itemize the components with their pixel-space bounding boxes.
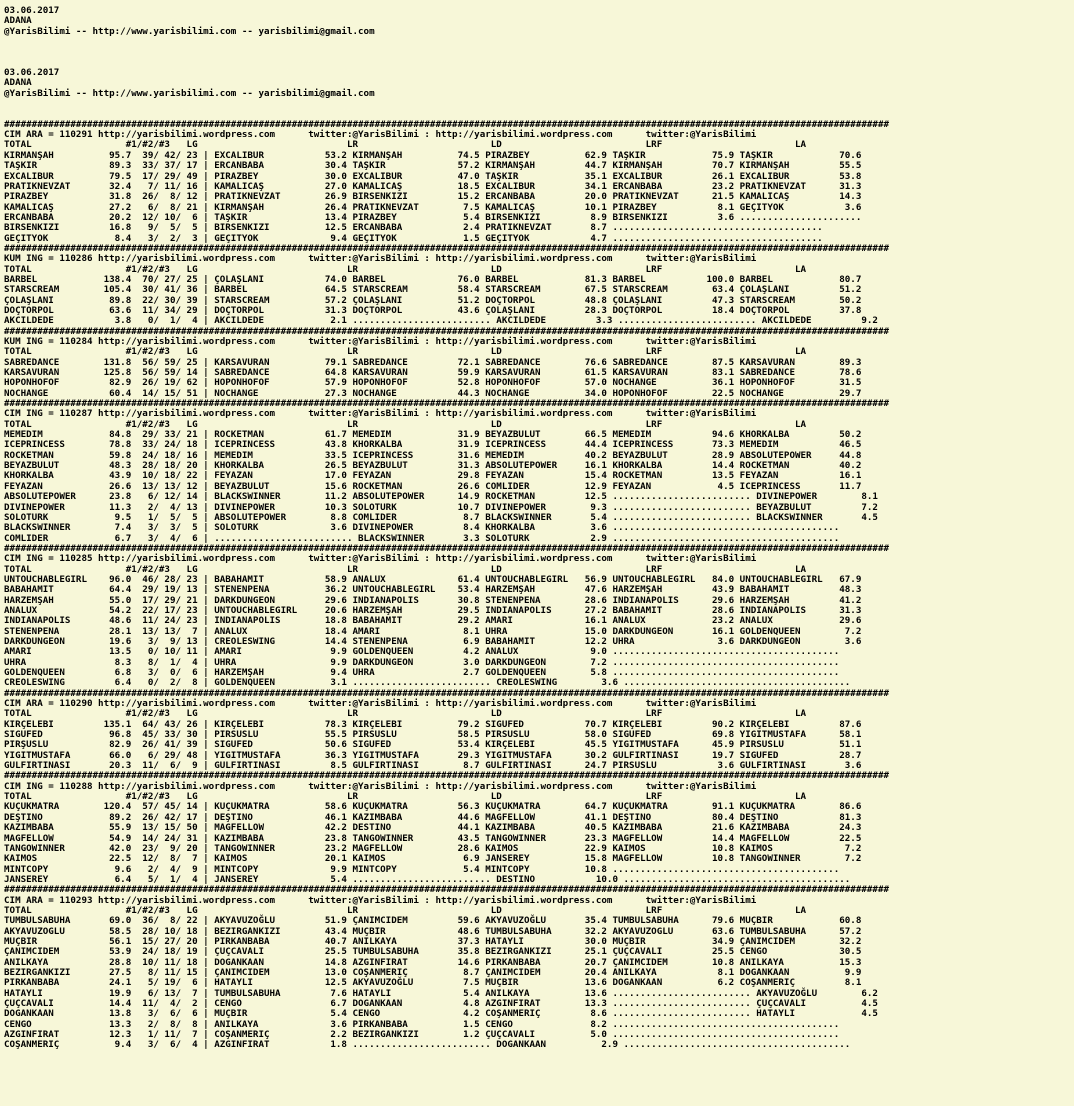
table-row: TAŞKIR 89.3 33/ 37/ 17 | ERCANBABA 30.4 TAŞKIR 57.2 KIRMANŞAH 44.7 KIRMANŞAH 70.7 KIRMANŞAH 55.5 (4, 160, 862, 172)
race-block (4, 771, 1074, 885)
race-title: CIM ING = 110288 http://yarisbilimi.wordpress.com twitter:@YarisBilimi : http://yarisbilimi.wordpress.com twitter:@YarisBilimi (4, 780, 757, 792)
table-row: KARSAVURAN 125.8 56/ 59/ 14 | SABREDANCE 64.8 KARSAVURAN 59.9 KARSAVURAN 61.5 KARSAVURAN 83.1 SABREDANCE 78.6 (4, 367, 862, 379)
table-row: DOGANKAAN 13.8 3/ 6/ 6 | MUÇBIR 5.4 CENGO 4.2 COŞANMERIÇ 8.6 ......................... HATAYLI 4.5 (4, 1008, 878, 1020)
race-title: CIM ING = 110287 http://yarisbilimi.wordpress.com twitter:@YarisBilimi : http://yarisbilimi.wordpress.com twitter:@YarisBilimi (4, 408, 757, 420)
table-row: KUÇUKMATRA 120.4 57/ 45/ 14 | KUÇUKMATRA 58.6 KUÇUKMATRA 56.3 KUÇUKMATRA 64.7 KUÇUKMATRA 91.1 KUÇUKMATRA 86.6 (4, 801, 862, 813)
spacer (4, 99, 1074, 109)
table-row: DARKDUNGEON 19.6 3/ 9/ 13 | CREOLESWING 14.4 STENENPENA 6.9 BABAHAMIT 12.2 UHRA 3.6 DARKDUNGEON 3.6 (4, 635, 862, 647)
table-row: UNTOUCHABLEGIRL 96.0 46/ 28/ 23 | BABAHAMIT 58.9 ANALUX 61.4 UNTOUCHABLEGIRL 56.9 UNTOUCHABLEGIRL 84.0 UNTOUCHABLEGIRL 67.9 (4, 573, 862, 585)
table-row: ICEPRINCESS 78.8 33/ 24/ 18 | ICEPRINCESS 43.8 KHORKALBA 31.9 ICEPRINCESS 44.4 ICEPRINCESS 73.3 MEMEDIM 46.5 (4, 439, 862, 451)
race-title: KUM ING = 110284 http://yarisbilimi.wordpress.com twitter:@YarisBilimi : http://yarisbilimi.wordpress.com twitter:@YarisBilimi (4, 336, 757, 347)
table-row: AZGINFIRAT 12.3 1/ 11/ 7 | COŞANMERIÇ 2.2 BEZIRGANKIZI 1.2 ÇUÇCAVALI 5.0 ......................................... (4, 1029, 840, 1041)
table-row: KAZIMBABA 55.9 13/ 15/ 50 | MAGFELLOW 42.2 DESTINO 44.1 KAZIMBABA 40.5 KAZIMBABA 21.6 KAZIMBABA 24.3 (4, 822, 862, 834)
table-row: SABREDANCE 131.8 56/ 59/ 25 | KARSAVURAN 79.1 SABREDANCE 72.1 SABREDANCE 76.6 SABREDANCE 87.5 KARSAVURAN 89.3 (4, 356, 862, 368)
table-row: MAGFELLOW 54.9 14/ 24/ 31 | KAZIMBABA 23.8 TANGOWINNER 43.5 TANGOWINNER 23.3 MAGFELLOW 14.4 MAGFELLOW 22.5 (4, 832, 862, 844)
race-block (4, 120, 1074, 244)
table-row: ANILKAYA 28.8 10/ 11/ 18 | DOGANKAAN 14.8 AZGINFIRAT 14.6 PIRKANBABA 20.7 ÇANIMCIDEM 10.8 ANILKAYA 15.3 (4, 956, 862, 968)
table-row: STENENPENA 28.1 13/ 13/ 7 | ANALUX 18.4 AMARI 8.1 UHRA 15.0 DARKDUNGEON 16.1 GOLDENQUEEN 7.2 (4, 625, 862, 637)
section-rule: ################################################################################################################################################################ (4, 687, 890, 699)
header-date: 03.06.2017 (4, 5, 60, 16)
table-row: INDIANAPOLIS 48.6 11/ 24/ 23 | INDIANAPOLIS 18.8 BABAHAMIT 29.2 AMARI 16.1 ANALUX 23.2 ANALUX 29.6 (4, 615, 862, 627)
table-row: HOPONHOFOF 82.9 26/ 19/ 62 | HOPONHOFOF 57.9 HOPONHOFOF 52.8 HOPONHOFOF 57.0 NOCHANGE 36.1 HOPONHOFOF 31.5 (4, 377, 862, 389)
section-rule: ################################################################################################################################################################ (4, 770, 890, 782)
header-contact: @YarisBilimi -- http://www.yarisbilimi.com -- yarisbilimi@gmail.com (4, 25, 375, 37)
table-row: UHRA 8.3 8/ 1/ 4 | UHRA 9.9 DARKDUNGEON 3.0 DARKDUNGEON 7.2 ......................................... (4, 656, 840, 668)
table-row: CENGO 13.3 2/ 8/ 8 | ANILKAYA 3.6 PIRKANBABA 1.5 CENGO 8.2 ......................................... (4, 1018, 840, 1030)
table-row: ABSOLUTEPOWER 23.8 6/ 12/ 14 | BLACKSWINNER 11.2 ABSOLUTEPOWER 14.9 ROCKETMAN 12.5 ......................... DIVINEPOWER 8.1 (4, 491, 878, 503)
table-row: GOLDENQUEEN 6.8 3/ 0/ 6 | HARZEMŞAH 9.4 UHRA 2.7 GOLDENQUEEN 5.8 ......................................... (4, 667, 840, 678)
table-row: JANSEREY 6.4 5/ 1/ 4 | JANSEREY 5.4 ......................... DESTINO 10.0 ......................................... (4, 873, 851, 885)
table-row: NOCHANGE 60.4 14/ 15/ 51 | NOCHANGE 27.3 NOCHANGE 44.3 NOCHANGE 34.0 HOPONHOFOF 22.5 NOCHANGE 29.7 (4, 387, 862, 399)
table-row: AKCILDEDE 3.8 0/ 1/ 4 | AKCILDEDE 2.1 ......................... AKCILDEDE 3.3 ......................... AKCILDEDE 9.2 (4, 315, 878, 327)
race-title: KUM ING = 110286 http://yarisbilimi.wordpress.com twitter:@YarisBilimi : http://yarisbilimi.wordpress.com twitter:@YarisBilimi (4, 253, 757, 265)
table-row: HATAYLI 19.9 6/ 13/ 7 | TUMBULSABUHA 7.6 HATAYLI 5.4 ANILKAYA 13.6 ......................... AKYAVUZOĞLU 6.2 (4, 987, 878, 999)
table-row: KHORKALBA 43.9 10/ 18/ 22 | FEYAZAN 17.0 FEYAZAN 29.8 FEYAZAN 15.4 ROCKETMAN 13.5 FEYAZAN 16.1 (4, 470, 862, 482)
race-title: CIM ING = 110285 http://yarisbilimi.wordpress.com twitter:@YarisBilimi : http://yarisbilimi.wordpress.com twitter:@YarisBilimi (4, 553, 757, 565)
table-row: HARZEMŞAH 55.0 17/ 29/ 21 | DARKDUNGEON 29.6 INDIANAPOLIS 30.8 STENENPENA 28.6 INDIANAPOLIS 29.6 HARZEMŞAH 41.2 (4, 594, 862, 606)
table-row: ANALUX 54.2 22/ 17/ 23 | UNTOUCHABLEGIRL 20.6 HARZEMŞAH 29.5 INDIANAPOLIS 27.2 BABAHAMIT 28.6 INDIANAPOLIS 31.3 (4, 604, 862, 616)
table-row: MEMEDIM 84.8 29/ 33/ 21 | ROCKETMAN 61.7 MEMEDIM 31.9 BEYAZBULUT 66.5 MEMEDIM 94.6 KHORKALBA 50.2 (4, 429, 862, 441)
race-block (4, 544, 1074, 689)
column-headers: TOTAL #1/#2/#3 LG LR LD LRF LA (4, 346, 807, 358)
table-row: GEÇITYOK 8.4 3/ 2/ 3 | GEÇITYOK 9.4 GEÇITYOK 1.5 GEÇITYOK 4.7 ...................................... (4, 232, 823, 244)
table-row: SIGUFED 96.8 45/ 33/ 30 | PIRSUSLU 55.5 PIRSUSLU 58.5 PIRSUSLU 58.0 SIGUFED 69.8 YIGITMUSTAFA 58.1 (4, 729, 862, 741)
table-row: ROCKETMAN 59.8 24/ 18/ 16 | MEMEDIM 33.5 ICEPRINCESS 31.6 MEMEDIM 40.2 BEYAZBULUT 28.9 ABSOLUTEPOWER 44.8 (4, 449, 862, 461)
table-row: COMLIDER 6.7 3/ 4/ 6 | ......................... BLACKSWINNER 3.3 SOLOTURK 2.9 ......................................... (4, 532, 840, 544)
column-headers: TOTAL #1/#2/#3 LG LR LD LRF LA (4, 263, 807, 275)
race-block (4, 885, 1074, 1051)
column-headers: TOTAL #1/#2/#3 LG LR LD LRF LA (4, 418, 807, 430)
section-rule: ################################################################################################################################################################ (4, 398, 890, 410)
table-row: BARBEL 138.4 70/ 27/ 25 | ÇOLAŞLANI 74.0 BARBEL 76.0 BARBEL 81.3 BARBEL 100.0 BARBEL 80.7 (4, 273, 862, 285)
race-block (4, 689, 1074, 772)
table-row: ERCANBABA 20.2 12/ 10/ 6 | TAŞKIR 13.4 PIRAZBEY 5.4 BIRSENKIZI 8.9 BIRSENKIZI 3.6 ...................... (4, 211, 862, 223)
table-row: FEYAZAN 26.6 13/ 13/ 12 | BEYAZBULUT 15.6 ROCKETMAN 26.6 COMLIDER 12.9 FEYAZAN 4.5 ICEPRINCESS 11.7 (4, 480, 862, 492)
table-row: KAIMOS 22.5 12/ 8/ 7 | KAIMOS 20.1 KAIMOS 6.9 JANSEREY 15.8 MAGFELLOW 10.8 TANGOWINNER 7.2 (4, 853, 862, 865)
header-city: ADANA (4, 15, 32, 27)
column-headers: TOTAL #1/#2/#3 LG LR LD LRF LA (4, 563, 807, 575)
table-row: YIGITMUSTAFA 66.0 6/ 29/ 48 | YIGITMUSTAFA 36.3 YIGITMUSTAFA 29.3 YIGITMUSTAFA 30.2 GULFIRTINASI 19.7 SIGUFED 28.7 (4, 749, 862, 761)
race-block (4, 399, 1074, 544)
table-row: BEYAZBULUT 48.3 28/ 18/ 20 | KHORKALBA 26.5 BEYAZBULUT 31.3 ABSOLUTEPOWER 16.1 KHORKALBA 14.4 ROCKETMAN 40.2 (4, 460, 862, 472)
spacer (4, 47, 1074, 57)
race-blocks (4, 120, 1074, 1051)
column-headers: TOTAL #1/#2/#3 LG LR LD LRF LA (4, 904, 807, 916)
table-row: PRATIKNEVZAT 32.4 7/ 11/ 16 | KAMALICAŞ 27.0 KAMALICAŞ 18.5 EXCALIBUR 34.1 ERCANBABA 23.2 PRATIKNEVZAT 31.3 (4, 180, 862, 192)
table-row: SOLOTURK 9.5 1/ 5/ 5 | ABSOLUTEPOWER 8.8 COMLIDER 8.7 BLACKSWINNER 5.4 ......................... BLACKSWINNER 4.5 (4, 511, 878, 523)
header-date-2: 03.06.2017 (4, 67, 60, 79)
table-row: DEŞTINO 89.2 26/ 42/ 17 | DEŞTINO 46.1 KAZIMBABA 44.6 MAGFELLOW 41.1 DEŞTINO 80.4 DEŞTINO 81.3 (4, 811, 862, 823)
table-row: ÇOLAŞLANI 89.8 22/ 30/ 39 | STARSCREAM 57.2 ÇOLAŞLANI 51.2 DOÇTORPOL 48.8 ÇOLAŞLANI 47.3 STARSCREAM 50.2 (4, 294, 862, 306)
table-row: PIRŞUSLU 82.9 26/ 41/ 39 | SIGUFED 50.6 SIGUFED 53.4 KIRÇELEBI 45.5 YIGITMUSTAFA 45.9 PIRSUSLU 51.1 (4, 739, 862, 751)
table-row: BLACKSWINNER 7.4 3/ 3/ 5 | SOLOTURK 3.6 DIVINEPOWER 8.4 KHORKALBA 3.6 ......................................... (4, 522, 840, 534)
section-rule: ################################################################################################################################################################ (4, 884, 890, 896)
table-row: TUMBULSABUHA 69.0 36/ 8/ 22 | AKYAVUZOĞLU 51.9 ÇANIMCIDEM 59.6 AKYAVUZOĞLU 35.4 TUMBULSABUHA 79.6 MUÇBIR 60.8 (4, 915, 862, 927)
table-row: DOÇTORPOL 63.6 11/ 34/ 29 | DOÇTORPOL 31.3 DOÇTORPOL 43.6 ÇOLAŞLANI 28.3 DOÇTORPOL 18.4 DOÇTORPOL 37.8 (4, 304, 862, 316)
race-block (4, 244, 1074, 327)
section-rule: ################################################################################################################################################################ (4, 542, 890, 554)
table-row: KAMALICAŞ 27.2 6/ 8/ 21 | KIRMANŞAH 26.4 PRATIKNEVZAT 7.5 KAMALICAŞ 10.1 PIRAZBEY 8.1 GEÇITYOK 3.6 (4, 201, 862, 213)
race-title: CIM ARA = 110291 http://yarisbilimi.wordpress.com twitter:@YarisBilimi : http://yarisbilimi.wordpress.com twitter:@YarisBilimi (4, 129, 757, 141)
table-row: BABAHAMIT 64.4 29/ 19/ 13 | STENENPENA 36.2 UNTOUCHABLEGIRL 53.4 HARZEMŞAH 47.6 HARZEMŞAH 43.9 BABAHAMIT 48.3 (4, 584, 862, 596)
race-title: CIM ARA = 110293 http://yarisbilimi.wordpress.com twitter:@YarisBilimi : http://yarisbilimi.wordpress.com twitter:@YarisBilimi (4, 894, 757, 906)
table-row: PIRAZBEY 31.8 26/ 8/ 12 | PRATIKNEVZAT 26.9 BIRSENKIZI 15.2 ERCANBABA 20.0 PRATIKNEVZAT 21.5 KAMALICAŞ 14.3 (4, 191, 862, 203)
table-row: AKYAVUZOGLU 58.5 28/ 10/ 18 | BEZIRGANKIZI 43.4 MUÇBIR 48.6 TUMBULSABUHA 32.2 AKYAVUZOGLU 63.6 TUMBULSABUHA 57.2 (4, 925, 862, 937)
table-row: BIRSENKIZI 16.8 9/ 5/ 5 | BIRSENKIZI 12.5 ERCANBABA 2.4 PRATIKNEVZAT 8.7 ...................................... (4, 222, 823, 234)
table-row: COŞANMERIÇ 9.4 3/ 6/ 4 | AZGINFIRAT 1.8 ......................... DOGANKAAN 2.9 ......................................... (4, 1039, 851, 1051)
race-title: CIM ARA = 110290 http://yarisbilimi.wordpress.com twitter:@YarisBilimi : http://yarisbilimi.wordpress.com twitter:@YarisBilimi (4, 698, 757, 710)
table-row: MINTCOPY 9.6 2/ 4/ 9 | MINTCOPY 9.9 MINTCOPY 5.4 MINTCOPY 10.8 ......................................... (4, 863, 840, 875)
table-row: STARSCREAM 105.4 30/ 41/ 36 | BARBEL 64.5 STARSCREAM 58.4 STARSCREAM 67.5 STARSCREAM 63.4 ÇOLAŞLANI 51.2 (4, 284, 862, 296)
column-headers: TOTAL #1/#2/#3 LG LR LD LRF LA (4, 139, 807, 151)
table-row: EXCALIBUR 79.5 17/ 29/ 49 | PIRAZBEY 30.0 EXCALIBUR 47.0 TAŞKIR 35.1 EXCALIBUR 26.1 EXCALIBUR 53.8 (4, 170, 862, 182)
section-rule: ################################################################################################################################################################ (4, 325, 890, 337)
column-headers: TOTAL #1/#2/#3 LG LR LD LRF LA (4, 708, 807, 720)
table-row: ÇANIMCIDEM 53.9 24/ 18/ 19 | ÇUÇCAVALI 25.5 TUMBULSABUHA 35.8 BEZIRGANKIZI 25.1 ÇUÇCAVALI 25.5 CENGO 30.5 (4, 946, 862, 958)
header-contact-2: @YarisBilimi -- http://www.yarisbilimi.com -- yarisbilimi@gmail.com (4, 87, 375, 99)
header-city-2: ADANA (4, 77, 32, 89)
section-rule: ################################################################################################################################################################ (4, 242, 890, 254)
table-row: PIRKANBABA 24.1 5/ 19/ 6 | HATAYLI 12.5 AKYAVUZOĞLU 7.5 MUÇBIR 13.6 DOGANKAAN 6.2 COŞANMERIÇ 8.1 (4, 977, 862, 989)
table-row: ÇUÇCAVALI 14.4 11/ 4/ 2 | CENGO 6.7 DOGANKAAN 4.8 AZGINFIRAT 13.3 ......................... ÇUÇCAVALI 4.5 (4, 998, 878, 1009)
table-row: GULFIRTINASI 20.3 11/ 6/ 9 | GULFIRTINASI 8.5 GULFIRTINASI 8.7 GULFIRTINASI 24.7 PIRSUSLU 3.6 GULFIRTINASI 3.6 (4, 760, 862, 772)
table-row: BEZIRGANKIZI 27.5 8/ 11/ 15 | ÇANIMCIDEM 13.0 COŞANMERIÇ 8.7 ÇANIMCIDEM 20.4 ANILKAYA 8.1 DOGANKAAN 9.9 (4, 966, 862, 978)
spacer (4, 58, 1074, 68)
table-row: DIVINEPOWER 11.3 2/ 4/ 13 | DIVINEPOWER 10.3 SOLOTURK 10.7 DIVINEPOWER 9.3 ......................... BEYAZBULUT 7.2 (4, 501, 878, 513)
table-row: TANGOWINNER 42.0 23/ 9/ 20 | TANGOWINNER 23.2 MAGFELLOW 28.6 KAIMOS 22.9 KAIMOS 10.8 KAIMOS 7.2 (4, 842, 862, 854)
table-row: MUÇBIR 56.1 15/ 27/ 20 | PIRKANBABA 40.7 ANILKAYA 37.3 HATAYLI 30.0 MUÇBIR 34.9 ÇANIMCIDEM 32.2 (4, 935, 862, 947)
spacer (4, 37, 1074, 47)
table-row: CREOLESWING 6.4 0/ 2/ 8 | GOLDENQUEEN 3.1 ......................... CREOLESWING 3.6 ......................................... (4, 677, 851, 689)
column-headers: TOTAL #1/#2/#3 LG LR LD LRF LA (4, 791, 807, 803)
section-rule: ################################################################################################################################################################ (4, 118, 890, 130)
race-block (4, 327, 1074, 399)
table-row: KIRMANŞAH 95.7 39/ 42/ 23 | EXCALIBUR 53.2 KIRMANŞAH 74.5 PIRAZBEY 62.9 TAŞKIR 75.9 TAŞKIR 70.6 (4, 149, 862, 161)
table-row: AMARI 13.5 0/ 10/ 11 | AMARI 9.9 GOLDENQUEEN 4.2 ANALUX 9.0 ......................................... (4, 646, 840, 658)
table-row: KIRÇELEBI 135.1 64/ 43/ 26 | KIRÇELEBI 78.3 KIRÇELEBI 79.2 SIGUFED 70.7 KIRÇELEBI 90.2 KIRÇELEBI 87.6 (4, 718, 862, 730)
